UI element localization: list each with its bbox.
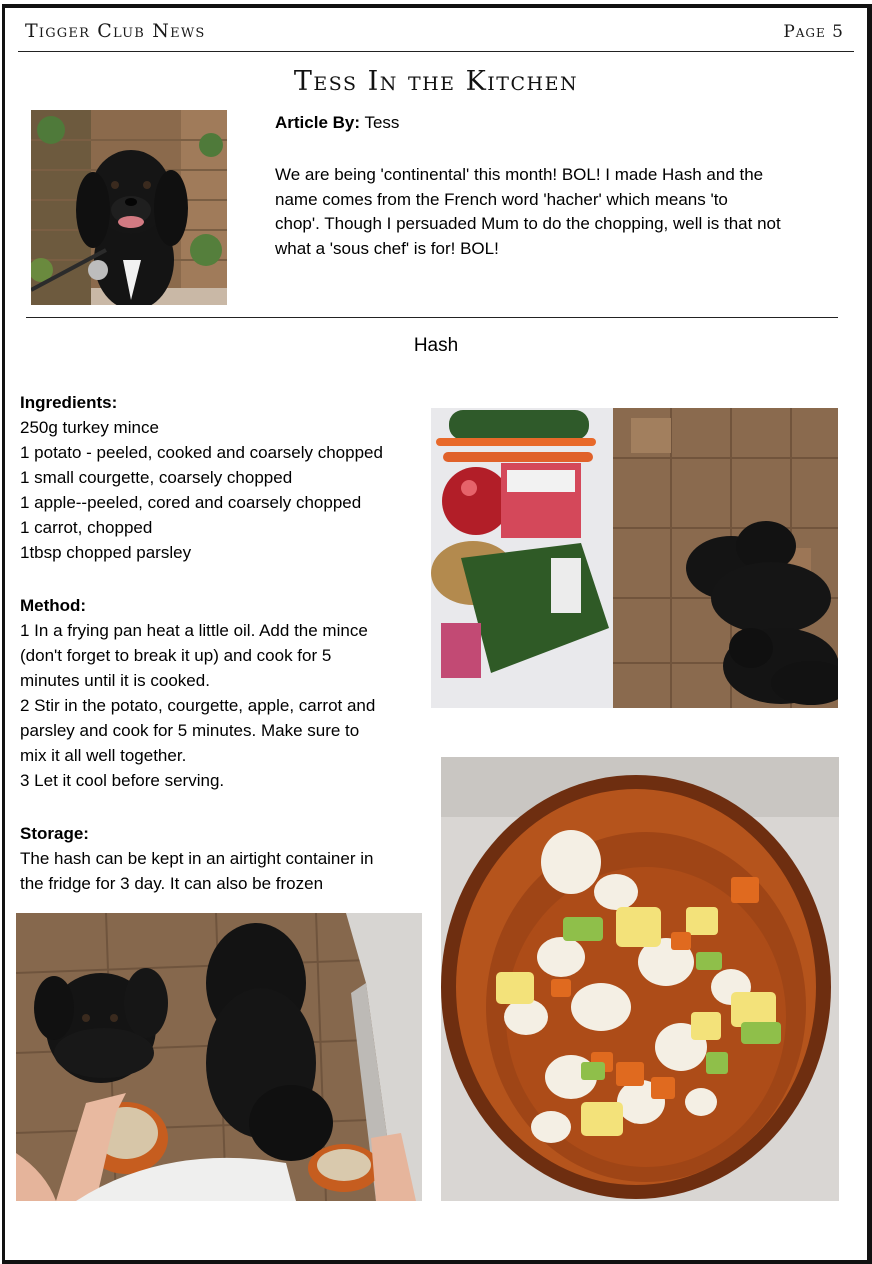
intro-paragraph bbox=[275, 163, 845, 261]
dogs-eating-photo bbox=[16, 913, 422, 1201]
ingredient-item: 1 small courgette, coarsely chopped bbox=[20, 468, 293, 487]
method-line: minutes until it is cooked. bbox=[20, 671, 210, 690]
tess-portrait-photo bbox=[31, 110, 227, 305]
article-title: Tess In the Kitchen bbox=[293, 66, 579, 97]
ingredient-item: 250g turkey mince bbox=[20, 418, 159, 437]
storage-section bbox=[20, 821, 373, 896]
method-line: 1 In a frying pan heat a little oil. Add the mince bbox=[20, 621, 368, 640]
storage-heading: Storage: bbox=[20, 824, 89, 843]
ingredients-heading: Ingredients: bbox=[20, 393, 118, 412]
header-divider bbox=[18, 51, 854, 52]
author-name: Tess bbox=[364, 113, 400, 132]
method-line: 2 Stir in the potato, courgette, apple, carrot and bbox=[20, 696, 376, 715]
byline-label: Article By: bbox=[275, 113, 361, 132]
storage-line: The hash can be kept in an airtight container in bbox=[20, 849, 374, 868]
intro-line: what a 'sous chef' is for! BOL! bbox=[275, 238, 499, 258]
method-section bbox=[20, 593, 375, 793]
ingredients-section bbox=[20, 390, 383, 565]
byline bbox=[275, 113, 399, 133]
method-line: (don't forget to break it up) and cook for 5 bbox=[20, 646, 332, 665]
page-number: Page 5 bbox=[783, 22, 844, 42]
ingredient-item: 1 carrot, chopped bbox=[20, 518, 153, 537]
method-line: 3 Let it cool before serving. bbox=[20, 771, 225, 790]
ingredient-item: 1tbsp chopped parsley bbox=[20, 543, 192, 562]
ingredient-item: 1 apple--peeled, cored and coarsely chopped bbox=[20, 493, 362, 512]
article-divider bbox=[26, 317, 838, 318]
intro-line: chop'. Though I persuaded Mum to do the chopping, well is that not bbox=[275, 214, 781, 233]
ingredients-photo bbox=[431, 408, 838, 708]
method-line: mix it all well together. bbox=[20, 746, 187, 765]
recipe-name: Hash bbox=[413, 335, 459, 356]
storage-line: the fridge for 3 day. It can also be frozen bbox=[20, 874, 324, 893]
publication-name: Tigger Club News bbox=[25, 20, 206, 42]
method-line: parsley and cook for 5 minutes. Make sure to bbox=[20, 721, 360, 740]
method-heading: Method: bbox=[20, 596, 87, 615]
ingredient-item: 1 potato - peeled, cooked and coarsely chopped bbox=[20, 443, 383, 462]
hash-bowl-photo bbox=[441, 757, 839, 1201]
intro-line: name comes from the French word 'hacher' which means 'to bbox=[275, 189, 728, 209]
intro-line: We are being 'continental' this month! BOL! I made Hash and the bbox=[275, 165, 764, 184]
